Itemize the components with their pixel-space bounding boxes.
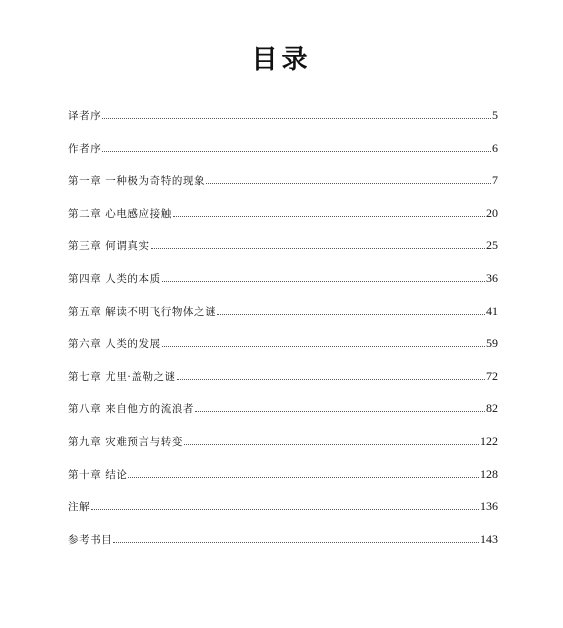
toc-entry-notes — [68, 499, 498, 532]
toc-entry-page-number: 122 — [480, 433, 498, 448]
toc-dot-leader — [162, 272, 485, 282]
toc-entry-page-number: 143 — [480, 531, 498, 546]
toc-entry-page-number: 5 — [492, 108, 498, 122]
toc-dot-leader — [151, 239, 485, 249]
toc-entry-chapter-8 — [68, 401, 498, 434]
toc-entry-chapter-4 — [68, 271, 498, 304]
toc-entry-chapter-7 — [68, 369, 498, 402]
toc-entry-page-number: 128 — [480, 466, 498, 481]
toc-dot-leader — [217, 305, 485, 315]
toc-entry-page-number: 6 — [492, 140, 498, 155]
toc-entry-page-number: 20 — [486, 205, 498, 220]
toc-dot-leader — [206, 174, 491, 184]
toc-dot-leader — [102, 142, 491, 152]
toc-entry-author-preface — [68, 141, 498, 174]
toc-entry-page-number: 41 — [486, 303, 498, 318]
toc-entry-label: 第四章 人类的本质 — [68, 272, 161, 285]
toc-dot-leader — [128, 468, 479, 478]
toc-entry-chapter-9 — [68, 434, 498, 467]
toc-entry-chapter-1 — [68, 173, 498, 206]
toc-entry-label: 参考书目 — [68, 533, 113, 546]
toc-entry-page-number: 7 — [492, 173, 498, 188]
toc-entry-page-number: 25 — [486, 238, 498, 253]
toc-dot-leader — [162, 337, 485, 347]
toc-dot-leader — [184, 435, 479, 445]
toc-dot-leader — [113, 533, 479, 543]
toc-entry-label: 第五章 解读不明飞行物体之谜 — [68, 305, 217, 318]
toc-entry-label: 第十章 结论 — [68, 468, 128, 481]
toc-entry-page-number: 72 — [486, 368, 498, 383]
toc-entry-page-number: 136 — [480, 499, 498, 514]
toc-entry-label: 第九章 灾难预言与转变 — [68, 435, 183, 448]
toc-dot-leader — [195, 402, 485, 412]
toc-entry-page-number: 82 — [486, 401, 498, 416]
toc-entry-label: 第二章 心电感应接触 — [68, 207, 172, 220]
toc-entry-label: 第八章 来自他方的流浪者 — [68, 403, 195, 416]
toc-entry-chapter-3 — [68, 238, 498, 271]
toc-entry-chapter-5 — [68, 304, 498, 337]
toc-entry-chapter-6 — [68, 336, 498, 369]
toc-entry-label: 第三章 何谓真实 — [68, 240, 150, 253]
toc-entry-label: 第一章 一种极为奇特的现象 — [68, 175, 206, 188]
toc-dot-leader — [102, 109, 491, 119]
toc-dot-leader — [177, 370, 485, 380]
toc-entry-chapter-10 — [68, 467, 498, 500]
toc-entry-label: 作者序 — [68, 142, 102, 155]
toc-dot-leader — [91, 500, 479, 510]
table-of-contents — [68, 108, 498, 564]
toc-entry-bibliography — [68, 532, 498, 565]
toc-entry-label: 注解 — [68, 501, 91, 514]
toc-entry-translator-preface — [68, 108, 498, 141]
page-title: 目录 — [251, 45, 312, 75]
toc-entry-label: 第六章 人类的发展 — [68, 338, 161, 351]
toc-entry-page-number: 36 — [486, 270, 498, 285]
toc-entry-label: 第七章 尤里·盖勒之谜 — [68, 370, 176, 383]
toc-entry-page-number: 59 — [486, 336, 498, 351]
toc-dot-leader — [173, 207, 485, 217]
toc-entry-chapter-2 — [68, 206, 498, 239]
toc-entry-label: 译者序 — [68, 110, 102, 122]
